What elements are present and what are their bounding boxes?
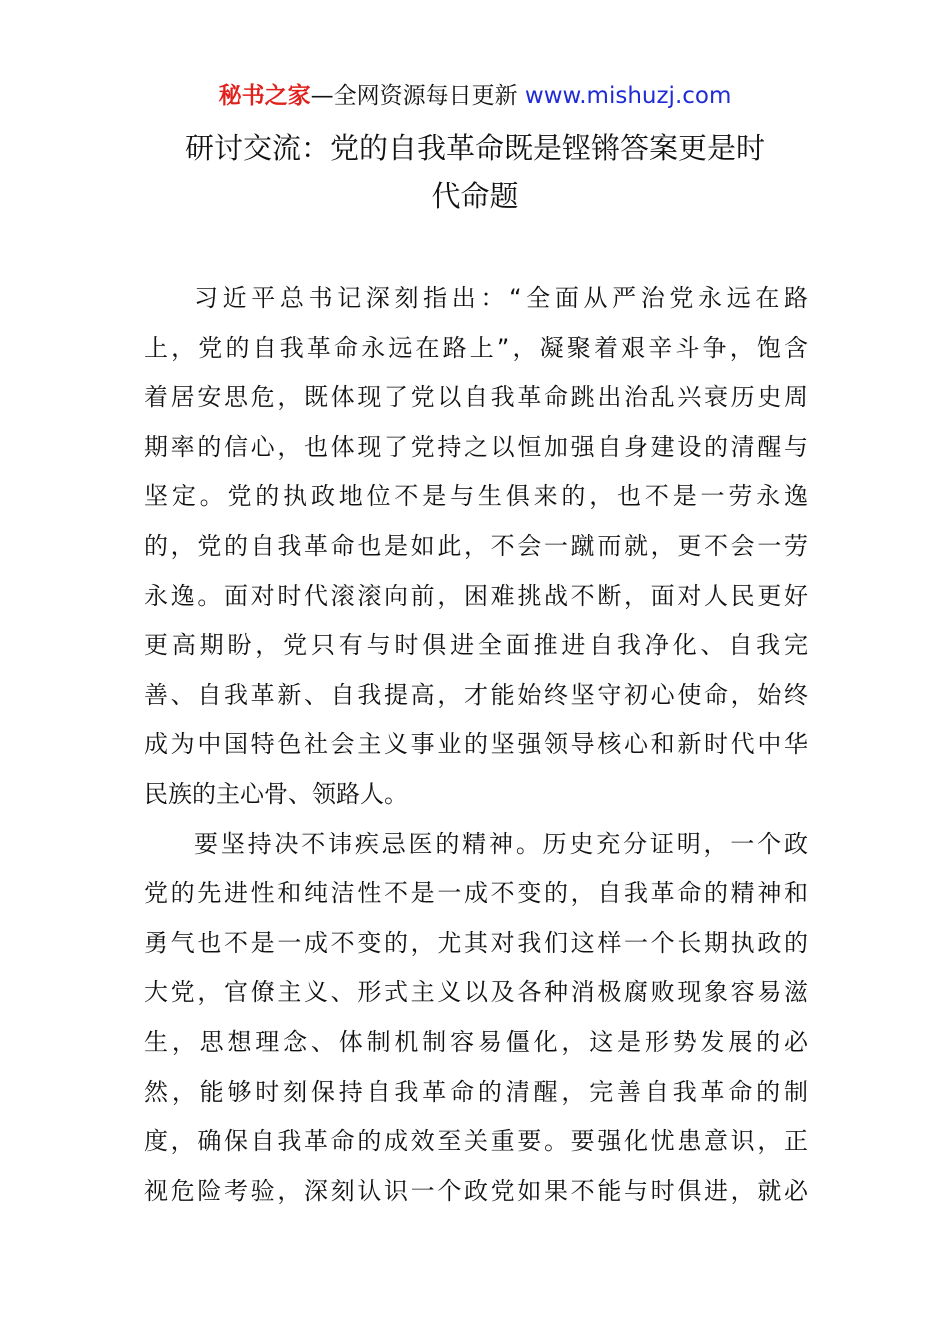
paragraph-1-line: 永逸。面对时代滚滚向前，困难挑战不断，面对人民更好	[144, 581, 808, 610]
site-tagline: —全网资源每日更新	[310, 83, 525, 109]
site-url-link[interactable]: www.mishuzj.com	[524, 83, 732, 109]
paragraph-2-line: 度，确保自我革命的成效至关重要。要强化忧患意识，正	[144, 1127, 808, 1156]
paragraph-1-line: 期率的信心，也体现了党持之以恒加强自身建设的清醒与	[144, 432, 808, 461]
paragraph-1-line: 善、自我革新、自我提高，才能始终坚守初心使命，始终	[144, 680, 808, 709]
paragraph-1-line: 成为中国特色社会主义事业的坚强领导核心和新时代中华	[144, 730, 808, 759]
paragraph-1-line: 的，党的自我革命也是如此，不会一蹴而就，更不会一劳	[144, 531, 808, 560]
paragraph-2-line: 党的先进性和纯洁性不是一成不变的，自我革命的精神和	[144, 879, 808, 908]
paragraph-1-line: 更高期盼，党只有与时俱进全面推进自我净化、自我完	[144, 631, 808, 660]
document-body	[144, 274, 808, 1216]
paragraph-2-line: 视危险考验，深刻认识一个政党如果不能与时俱进，就必	[144, 1176, 808, 1205]
paragraph-1-line: 上，党的自我革命永远在路上”，凝聚着艰辛斗争，饱含	[144, 333, 808, 362]
paragraph-2-line: 勇气也不是一成不变的，尤其对我们这样一个长期执政的	[144, 928, 808, 957]
paragraph-1-line: 坚定。党的执政地位不是与生俱来的，也不是一劳永逸	[144, 482, 808, 511]
paragraph-1-line: 习近平总书记深刻指出：“全面从严治党永远在路	[194, 284, 808, 312]
paragraph-2-line: 大党，官僚主义、形式主义以及各种消极腐败现象容易滋	[144, 978, 808, 1007]
paragraph-1-line: 民族的主心骨、领路人。	[144, 779, 408, 808]
paragraph-2-line: 要坚持决不讳疾忌医的精神。历史充分证明，一个政	[194, 829, 808, 858]
document-title-line: 代命题	[431, 179, 519, 213]
site-header	[0, 80, 950, 112]
paragraph-2-line: 然，能够时刻保持自我革命的清醒，完善自我革命的制	[144, 1077, 808, 1106]
paragraph-1-line: 着居安思危，既体现了党以自我革命跳出治乱兴衰历史周	[144, 383, 808, 412]
site-brand: 秘书之家	[218, 83, 311, 109]
document-title-line: 研讨交流：党的自我革命既是铿锵答案更是时	[184, 131, 765, 165]
document-title	[140, 124, 810, 220]
paragraph-2-line: 生，思想理念、体制机制容易僵化，这是形势发展的必	[144, 1027, 808, 1056]
